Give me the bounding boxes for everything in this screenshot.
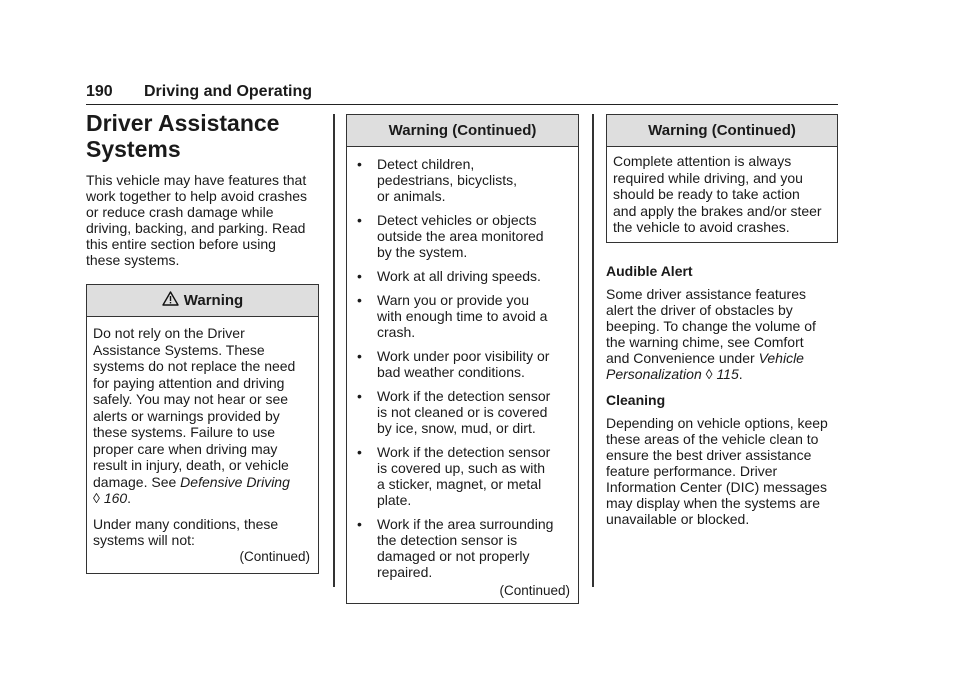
intro-line: this entire section before using: [86, 236, 276, 252]
bullet-text: Work under poor visibility or bad weather conditions.: [377, 348, 550, 380]
warning-title: Warning: [183, 291, 244, 309]
warning-line: proper care when driving may: [93, 440, 278, 457]
bullet-dot: •: [357, 444, 362, 460]
warning-line: systems do not replace the need: [93, 358, 296, 374]
bullet-item: [355, 516, 570, 580]
column-1: [86, 110, 319, 574]
bullet-text: Warn you or provide you with enough time to avoid a crash.: [377, 292, 548, 340]
bullet-item: [355, 268, 570, 284]
bullet-dot: •: [357, 516, 362, 532]
column-2: [346, 114, 579, 604]
vehicle-personalization-link-cont[interactable]: Personalization: [606, 365, 702, 382]
warning-continued-header: Warning (Continued): [347, 115, 578, 147]
warning-line: Assistance Systems. These: [93, 341, 265, 358]
warning-line: these systems. Failure to use: [93, 424, 276, 440]
bullet-item: [355, 444, 570, 508]
intro-line: This vehicle may have features that: [86, 172, 307, 188]
defensive-driving-page-ref[interactable]: 160: [103, 490, 128, 506]
warning-see-prefix: damage. See: [93, 473, 181, 490]
page-title-line-1: Driver Assistance: [86, 110, 280, 136]
warning-continued-header-2: Warning (Continued): [607, 115, 837, 147]
cleaning-paragraph: Depending on vehicle options, keep these areas of the vehicle clean to ensure the best driver assistance feature performance. Driver Information Center (DIC) messages may display when the systems are unavailable or blocked.: [606, 414, 828, 527]
warning-line: alerts or warnings provided by: [93, 407, 280, 424]
page-title: [86, 110, 319, 162]
bullet-text: Work if the detection sensor is not cleaned or is covered by ice, snow, mud, or dirt.: [377, 388, 551, 436]
audible-alert-heading: Audible Alert: [606, 262, 693, 279]
continued-label: (Continued): [499, 583, 570, 598]
section-title: Driving and Operating: [144, 83, 313, 100]
bullet-text: Work if the detection sensor is covered up, such as with a sticker, magnet, or metal plate.: [377, 444, 551, 508]
warning-line: should be ready to take action: [613, 186, 800, 202]
warning-body: [87, 317, 318, 573]
warning-continued-box: [346, 114, 579, 604]
bullet-dot: •: [357, 212, 362, 228]
warning-continued-box-2: [606, 114, 838, 243]
vehicle-personalization-link[interactable]: Vehicle: [758, 349, 804, 366]
page-number: 190: [86, 83, 113, 100]
bullet-dot: •: [357, 292, 362, 308]
cleaning-heading: Cleaning: [606, 391, 666, 408]
column-3: [606, 114, 838, 527]
warning-line: for paying attention and driving: [93, 374, 285, 391]
warning-line: Complete attention is always: [613, 153, 792, 169]
warning-line: the vehicle to avoid crashes.: [613, 219, 790, 235]
warning-line: Under many conditions, these: [93, 515, 279, 532]
warning-paragraph-2: [93, 516, 310, 549]
warning-line: result in injury, death, or vehicle: [93, 457, 289, 473]
warning-line: required while driving, and you: [613, 169, 803, 186]
bullet-dot: •: [357, 348, 362, 364]
bullet-item: [355, 348, 570, 380]
page-ref-arrow-icon: ◊: [705, 365, 713, 382]
warning-line: Do not rely on the Driver: [93, 325, 245, 341]
bullet-dot: •: [357, 268, 362, 284]
vehicle-personalization-page-ref[interactable]: 115: [716, 365, 739, 382]
intro-line: these systems.: [86, 252, 180, 268]
bullet-dot: •: [357, 388, 362, 404]
bullet-text: Work at all driving speeds.: [377, 268, 541, 284]
audible-alert-paragraph: Some driver assistance features alert the driver of obstacles by beeping. To change the volume of the warning chime, see Comfort and Convenience under Vehicle Personalization ◊ 115.: [606, 285, 816, 382]
warning-line: systems will not:: [93, 532, 195, 548]
warning-paragraph: [93, 325, 310, 507]
intro-line: work together to help avoid crashes: [86, 188, 308, 204]
page-ref-arrow-icon: ◊: [93, 490, 100, 506]
bullet-item: [355, 156, 570, 204]
column-divider-left: [333, 114, 335, 587]
bullet-dot: •: [357, 156, 362, 172]
warning-line: and apply the brakes and/or steer: [613, 202, 822, 219]
warning-continued-body-2: [607, 147, 837, 242]
warning-triangle-icon: [162, 291, 179, 310]
intro-paragraph: [86, 172, 319, 268]
column-divider-right: [592, 114, 594, 587]
bullet-text: Detect children, pedestrians, bicyclists, or animals.: [377, 156, 518, 204]
bullet-text: Work if the area surrounding the detection sensor is damaged or not properly repaired.: [377, 516, 554, 580]
bullet-text: Detect vehicles or objects outside the area monitored by the system.: [377, 212, 544, 260]
warning-box: [86, 284, 319, 574]
bullet-item: [355, 212, 570, 260]
continued-label: (Continued): [239, 548, 310, 564]
bullet-item: [355, 388, 570, 436]
page-title-line-2: Systems: [86, 136, 181, 162]
intro-line: or reduce crash damage while: [86, 204, 274, 220]
warning-line: safely. You may not hear or see: [93, 391, 289, 407]
warning-header: [87, 285, 318, 317]
intro-line: driving, backing, and parking. Read: [86, 220, 306, 236]
bullet-item: [355, 292, 570, 340]
defensive-driving-link[interactable]: Defensive Driving: [180, 473, 290, 490]
warning-continued-body: [347, 147, 578, 603]
sentence-end: .: [127, 490, 132, 506]
page-header: [86, 82, 838, 105]
